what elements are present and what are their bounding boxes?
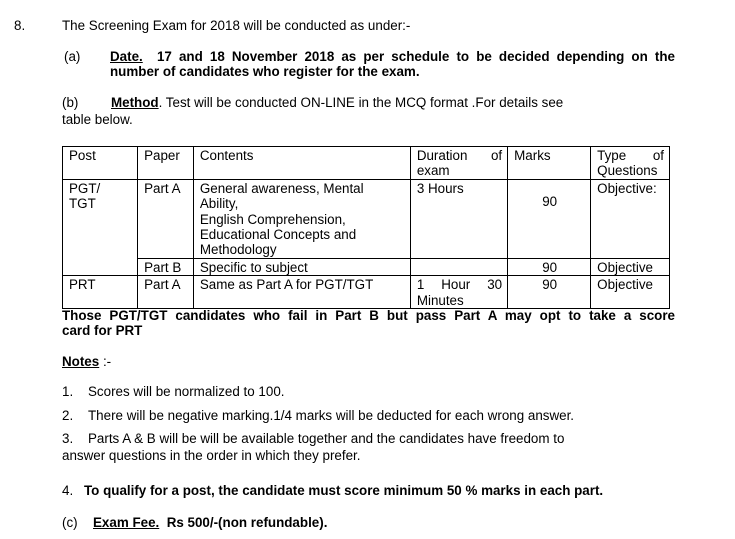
cell-type: Objective <box>591 258 670 275</box>
header-type <box>591 147 670 180</box>
cell-duration-1a: 1 <box>416 277 425 293</box>
note-2-num: 2. <box>62 408 74 423</box>
cell-contents: Specific to subject <box>193 258 410 275</box>
header-type-a: Type <box>597 148 627 163</box>
header-type-c: Questions <box>597 163 658 179</box>
section-intro: The Screening Exam for 2018 will be conducted as under:- <box>62 18 411 33</box>
note-3-num: 3. <box>62 431 74 446</box>
cell-contents-1: General awareness, Mental Ability, <box>199 180 364 212</box>
table-row <box>63 276 670 309</box>
cell-post-pgt-1: PGT/ <box>69 180 101 196</box>
cell-paper: Part A <box>138 276 194 309</box>
note-4-text: To qualify for a post, the candidate must score minimum 50 % marks in each part. <box>84 483 604 498</box>
cell-duration: 3 Hours <box>410 179 507 258</box>
table-row <box>63 179 670 258</box>
section-number: 8. <box>14 18 26 33</box>
cell-type: Objective: <box>591 179 670 258</box>
table-header-row <box>63 147 670 180</box>
item-b-label: Method <box>111 95 159 110</box>
cell-duration-1c: 30 <box>487 277 503 293</box>
cell-duration <box>410 258 507 275</box>
item-c-label: Exam Fee. <box>93 515 160 530</box>
item-b-line1 <box>111 95 563 110</box>
note-1-num: 1. <box>62 384 74 399</box>
note-bold-line2: card for PRT <box>62 323 143 338</box>
cell-marks: 90 <box>508 179 591 258</box>
header-duration-a: Duration <box>416 148 468 163</box>
header-type-b: of <box>652 148 664 163</box>
cell-contents: Same as Part A for PGT/TGT <box>193 276 410 309</box>
item-b-line2: table below. <box>62 112 133 127</box>
item-a-label: Date. <box>110 49 143 64</box>
header-contents: Contents <box>193 147 410 180</box>
header-duration-c: exam <box>416 163 450 179</box>
note-3-text2: answer questions in the order in which they prefer. <box>62 448 361 463</box>
header-post: Post <box>63 147 138 180</box>
table-row <box>63 258 670 275</box>
note-1-text: Scores will be normalized to 100. <box>88 384 285 399</box>
item-a-line2: number of candidates who register for the exam. <box>110 64 420 79</box>
note-3-text: Parts A & B will be will be available together and the candidates have freedom to <box>88 431 565 446</box>
cell-duration-1b: Hour <box>441 277 471 293</box>
item-c-text: Rs 500/-(non refundable). <box>166 515 328 530</box>
cell-duration-2: Minutes <box>416 292 464 308</box>
cell-post-prt: PRT <box>63 276 138 309</box>
header-paper: Paper <box>138 147 194 180</box>
cell-post-pgt <box>63 179 138 275</box>
cell-paper: Part B <box>138 258 194 275</box>
item-b-letter: (b) <box>62 95 79 110</box>
cell-post-pgt-2: TGT <box>69 196 96 212</box>
header-duration-b: of <box>490 148 503 163</box>
cell-contents <box>193 179 410 258</box>
cell-contents-3: Educational Concepts and <box>199 227 357 243</box>
notes-heading <box>62 354 111 369</box>
item-b-text: . Test will be conducted ON-LINE in the MCQ format .For details see <box>158 95 564 110</box>
cell-contents-4: Methodology <box>199 242 277 258</box>
item-c-letter: (c) <box>62 515 78 530</box>
cell-paper: Part A <box>138 179 194 258</box>
notes-heading-suffix: :- <box>99 354 112 369</box>
cell-duration <box>410 276 507 309</box>
cell-contents-2: English Comprehension, <box>199 211 346 227</box>
item-a-text: 17 and 18 November 2018 as per schedule to be decided depending on the <box>156 49 675 64</box>
item-a-letter: (a) <box>64 49 81 64</box>
note-bold-line1: Those PGT/TGT candidates who fail in Part B but pass Part A may opt to take a score <box>62 308 675 323</box>
cell-marks: 90 <box>508 258 591 275</box>
exam-table <box>62 146 670 309</box>
item-c-line <box>93 515 327 530</box>
header-duration <box>410 147 507 180</box>
header-marks: Marks <box>508 147 591 180</box>
cell-marks: 90 <box>508 276 591 309</box>
note-4-num: 4. <box>62 483 74 498</box>
item-a-line1 <box>110 49 675 64</box>
cell-type: Objective <box>591 276 670 309</box>
notes-heading-label: Notes <box>62 354 100 369</box>
note-2-text: There will be negative marking.1/4 marks will be deducted for each wrong answer. <box>88 408 575 423</box>
